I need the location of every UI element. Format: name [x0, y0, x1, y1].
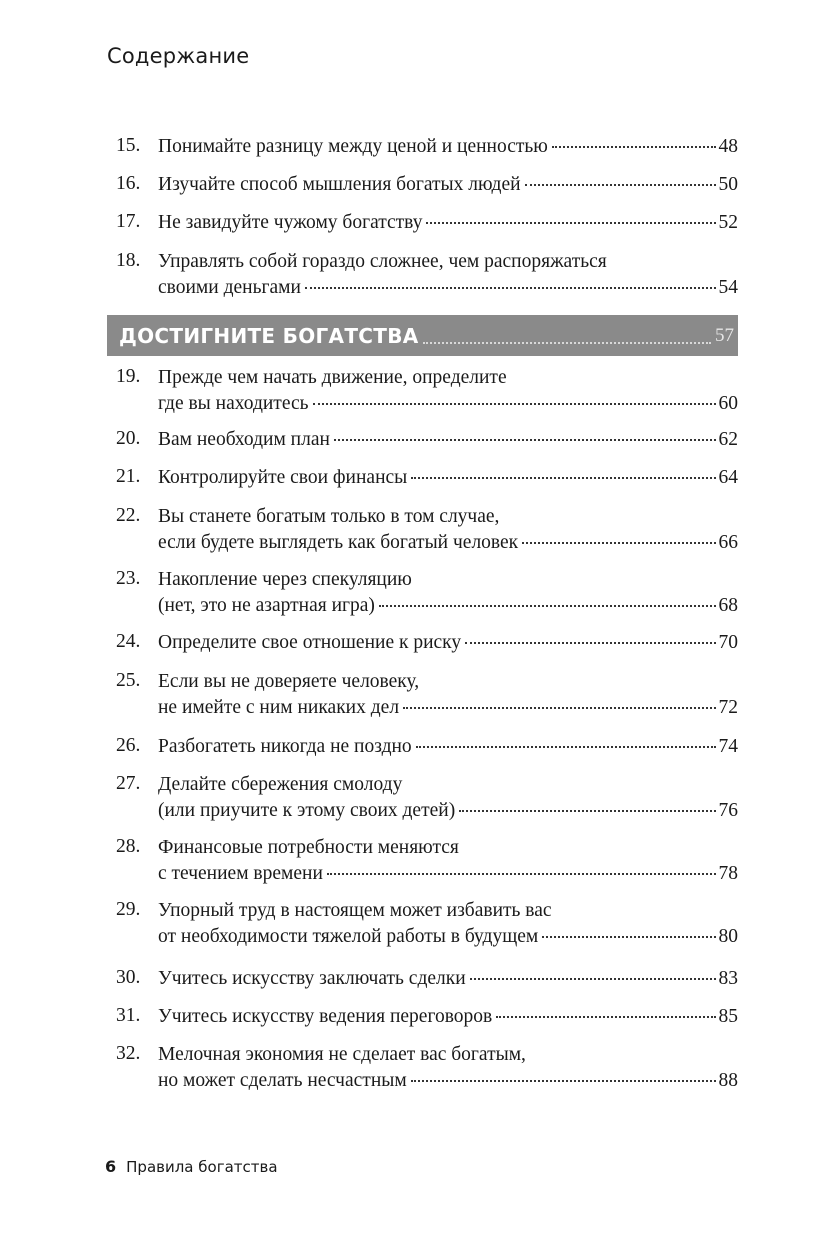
- toc-entry-title-line: Разбогатеть никогда не поздно: [158, 736, 412, 757]
- toc-entry-page: 78: [718, 863, 738, 884]
- toc-entry-title-line: если будете выглядеть как богатый человек: [158, 532, 519, 553]
- dot-leader: [522, 542, 715, 544]
- toc-entry-number: 15.: [116, 135, 141, 156]
- toc-entry-title-line: Контролируйте свои финансы: [158, 467, 408, 488]
- toc-entry-number: 23.: [116, 568, 141, 589]
- toc-entry-title-line: но может сделать несчастным: [158, 1070, 407, 1091]
- toc-entry-number: 17.: [116, 211, 141, 232]
- toc-entry-number: 20.: [116, 428, 141, 449]
- toc-entry-page: 48: [718, 136, 738, 157]
- dot-leader: [525, 184, 716, 186]
- dot-leader: [470, 978, 716, 980]
- toc-entry-title-line: Изучайте способ мышления богатых людей: [158, 174, 521, 195]
- dot-leader: [542, 936, 715, 938]
- toc-entry-number: 19.: [116, 366, 141, 387]
- toc-entry-page: 85: [718, 1006, 738, 1027]
- dot-leader: [411, 1080, 716, 1082]
- toc-entry-page: 74: [718, 736, 738, 757]
- toc-entry-page: 76: [718, 800, 738, 821]
- toc-entry-title-line: не имейте с ним никаких дел: [158, 697, 400, 718]
- toc-entry-title-line: Делайте сбережения смолоду: [158, 774, 403, 795]
- toc-entry-number: 29.: [116, 899, 141, 920]
- dot-leader: [403, 707, 715, 709]
- toc-entry-title-line: с течением времени: [158, 863, 323, 884]
- dot-leader: [423, 342, 711, 344]
- dot-leader: [313, 403, 716, 405]
- toc-entry-title-line: своими деньгами: [158, 277, 301, 298]
- dot-leader: [465, 642, 715, 644]
- toc-entry-page: 66: [718, 532, 738, 553]
- toc-entry-title-line: (или приучите к этому своих детей): [158, 800, 456, 821]
- toc-entry-title-line: Учитесь искусству заключать сделки: [158, 968, 466, 989]
- toc-entry-title-line: Мелочная экономия не сделает вас богатым,: [158, 1044, 526, 1065]
- page-footer: [105, 1157, 278, 1176]
- toc-entry-page: 52: [718, 212, 738, 233]
- toc-entry-page: 83: [718, 968, 738, 989]
- dot-leader: [552, 146, 716, 148]
- toc-entry-number: 16.: [116, 173, 141, 194]
- dot-leader: [426, 222, 715, 224]
- toc-entry-page: 64: [718, 467, 738, 488]
- toc-entry-title-line: (нет, это не азартная игра): [158, 595, 375, 616]
- toc-entry-title-line: Не завидуйте чужому богатству: [158, 212, 423, 233]
- toc-entry-title-line: Финансовые потребности меняются: [158, 837, 459, 858]
- toc-entry-title-line: Определите свое отношение к риску: [158, 632, 462, 653]
- toc-entry-number: 27.: [116, 773, 141, 794]
- toc-entry-title-line: Управлять собой гораздо сложнее, чем распоряжаться: [158, 251, 607, 272]
- toc-entry-page: 62: [718, 429, 738, 450]
- toc-entry-title-line: где вы находитесь: [158, 393, 309, 414]
- toc-entry-number: 30.: [116, 967, 141, 988]
- section-title: ДОСТИГНИТЕ БОГАТСТВА: [119, 323, 419, 348]
- toc-entry-page: 68: [718, 595, 738, 616]
- toc-entry-number: 22.: [116, 505, 141, 526]
- toc-section-heading[interactable]: [107, 315, 738, 356]
- toc-entry-number: 25.: [116, 670, 141, 691]
- toc-entry-title-line: Упорный труд в настоящем может избавить вас: [158, 900, 552, 921]
- dot-leader: [416, 746, 716, 748]
- dot-leader: [334, 439, 716, 441]
- page-title: Содержание: [107, 44, 250, 68]
- toc-entry-title-line: Накопление через спекуляцию: [158, 569, 412, 590]
- dot-leader: [327, 873, 716, 875]
- toc-entry-page: 50: [718, 174, 738, 195]
- toc-entry-number: 18.: [116, 250, 141, 271]
- footer-book-title: Правила богатства: [126, 1158, 278, 1176]
- toc-entry-number: 31.: [116, 1005, 141, 1026]
- dot-leader: [411, 477, 715, 479]
- footer-page-number: 6: [105, 1157, 117, 1176]
- toc-entry-title-line: Вы станете богатым только в том случае,: [158, 506, 500, 527]
- dot-leader: [305, 287, 716, 289]
- toc-entry-title-line: от необходимости тяжелой работы в будущем: [158, 926, 539, 947]
- dot-leader: [459, 810, 715, 812]
- toc-entry-title-line: Если вы не доверяете человеку,: [158, 671, 420, 692]
- dot-leader: [496, 1016, 715, 1018]
- toc-entry-page: 88: [718, 1070, 738, 1091]
- dot-leader: [379, 605, 716, 607]
- toc-entry-number: 21.: [116, 466, 141, 487]
- toc-entry-number: 26.: [116, 735, 141, 756]
- toc-entry-title-line: Прежде чем начать движение, определите: [158, 367, 507, 388]
- toc-entry-number: 32.: [116, 1043, 141, 1064]
- toc-entry-title-line: Учитесь искусству ведения переговоров: [158, 1006, 493, 1027]
- toc-entry-page: 60: [718, 393, 738, 414]
- toc-entry-title-line: Вам необходим план: [158, 429, 330, 450]
- toc-entry-number: 28.: [116, 836, 141, 857]
- toc-entry-page: 80: [718, 926, 738, 947]
- toc-entry-page: 72: [718, 697, 738, 718]
- toc-entry-number: 24.: [116, 631, 141, 652]
- toc-entry-page: 54: [718, 277, 738, 298]
- toc-entry-page: 70: [718, 632, 738, 653]
- section-page: 57: [715, 324, 734, 346]
- toc-entry-title-line: Понимайте разницу между ценой и ценностью: [158, 136, 548, 157]
